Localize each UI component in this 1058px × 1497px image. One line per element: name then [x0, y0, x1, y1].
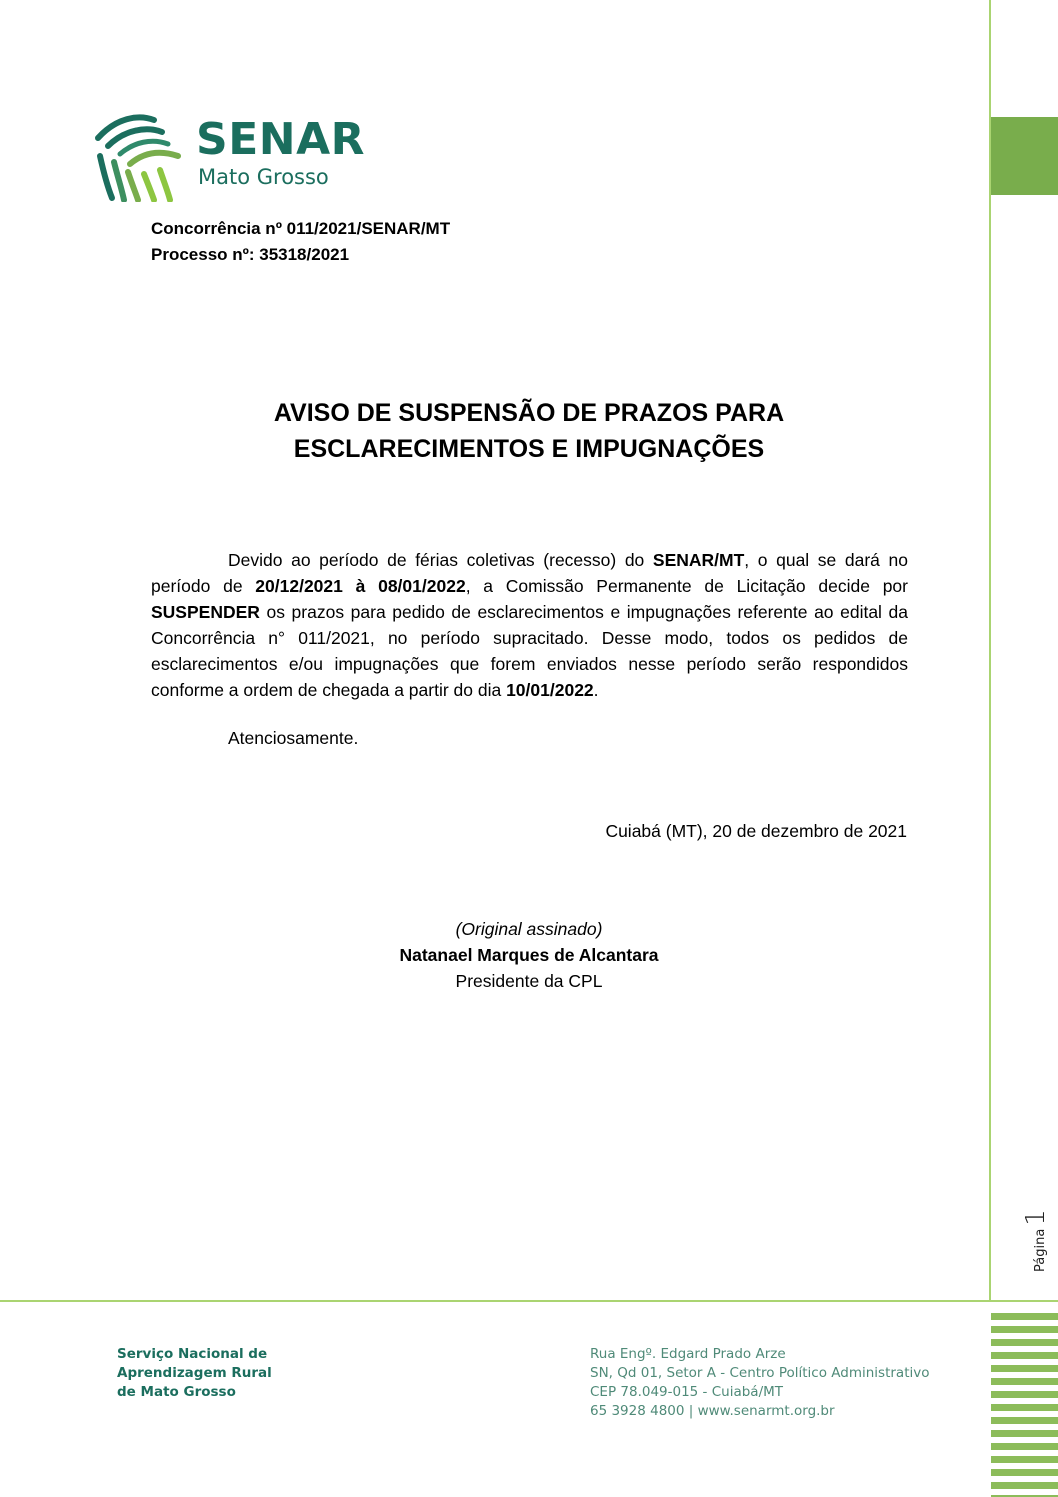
footer-divider [0, 1300, 1058, 1302]
page-label: Página [1033, 1228, 1048, 1272]
side-margin-line [989, 0, 991, 1300]
signature-role: Presidente da CPL [455, 971, 603, 991]
body-text-5: . [593, 680, 599, 700]
processo-number: Processo nº: 35318/2021 [151, 245, 350, 264]
body-bold-date: 10/01/2022 [506, 680, 594, 700]
body-text-2: , o qual se dará no período de [151, 550, 908, 596]
title-line-2: ESCLARECIMENTOS E IMPUGNAÇÕES [293, 435, 765, 463]
signature-original: (Original assinado) [455, 919, 603, 939]
footer-org-line: Serviço Nacional de [117, 1346, 268, 1362]
footer-address-line: Rua Engº. Edgard Prado Arze [590, 1346, 786, 1362]
footer-stripes [991, 1313, 1058, 1497]
footer-contact-line: 65 3928 4800 | www.senarmt.org.br [590, 1403, 835, 1419]
body-bold-senar: SENAR/MT [652, 550, 745, 570]
body-text-3: , a Comissão Permanente de Licitação decide por [465, 576, 908, 596]
page-number [1021, 1209, 1051, 1272]
body-bold-suspender: SUSPENDER [151, 602, 260, 622]
side-green-block [991, 117, 1058, 195]
title-line-1: AVISO DE SUSPENSÃO DE PRAZOS PARA [273, 399, 785, 427]
body-text-1: Devido ao período de férias coletivas (recesso) do [228, 550, 653, 570]
body-paragraph [151, 547, 908, 703]
document-references [151, 216, 450, 268]
footer-org-line: Aprendizagem Rural [117, 1365, 272, 1381]
footer-organization [117, 1345, 272, 1402]
place-date: Cuiabá (MT), 20 de dezembro de 2021 [605, 821, 907, 841]
body-text-4: os prazos para pedido de esclarecimentos e impugnações referente ao edital da Concorrência n° 011/2021, no período supracitado. Desse modo, todos os pedidos de esclarecimentos e/ou impugnações que forem enviados nesse período serão respondidos conforme a ordem de chegada a partir do dia [151, 602, 908, 700]
page-number-value: 1 [1021, 1209, 1051, 1226]
body-bold-period: 20/12/2021 à 08/01/2022 [255, 576, 466, 596]
greeting: Atenciosamente. [228, 728, 359, 748]
senar-logo-icon [94, 112, 186, 202]
signature-name: Natanael Marques de Alcantara [399, 945, 659, 965]
logo-name: SENAR [196, 114, 366, 165]
logo-subtitle: Mato Grosso [198, 165, 329, 189]
footer-address [590, 1345, 930, 1421]
signature-block [329, 916, 729, 994]
document-title [100, 395, 958, 467]
footer-address-line: SN, Qd 01, Setor A - Centro Político Administrativo [590, 1365, 930, 1381]
concorrencia-number: Concorrência nº 011/2021/SENAR/MT [151, 219, 451, 238]
footer-address-line: CEP 78.049-015 - Cuiabá/MT [590, 1384, 784, 1400]
footer-org-line: de Mato Grosso [117, 1384, 236, 1400]
